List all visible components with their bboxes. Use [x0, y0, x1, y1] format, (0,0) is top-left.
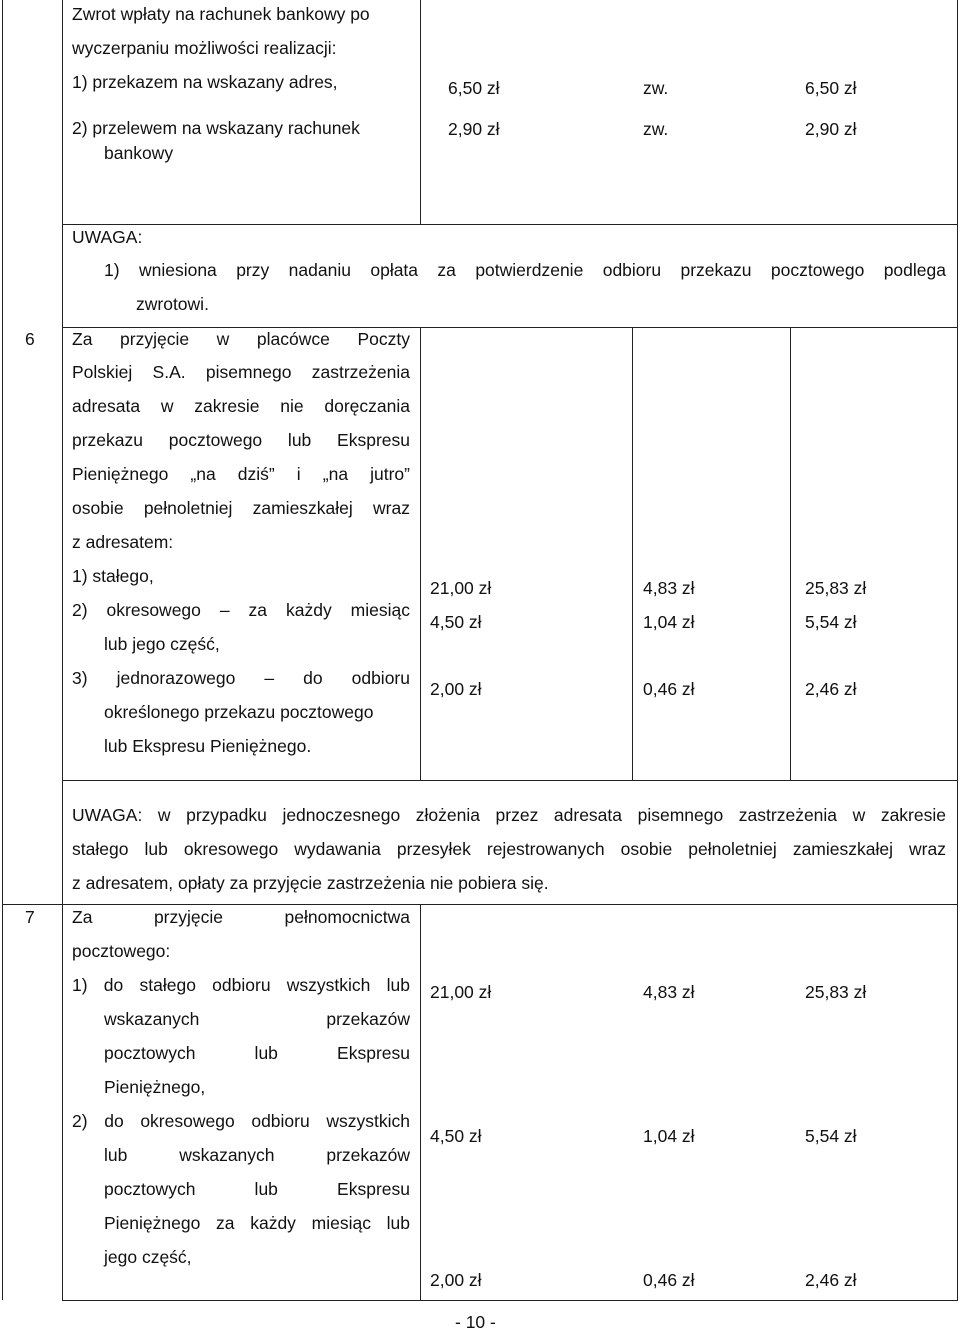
row-description-line: 1) do stałego odbioru wszystkich lub — [72, 975, 410, 995]
row-description-line: Zwrot wpłaty na rachunek bankowy po — [72, 4, 370, 24]
price-net: 4,50 zł — [430, 1126, 482, 1146]
price-net: 21,00 zł — [430, 578, 492, 598]
price-gross: 2,46 zł — [805, 1270, 857, 1290]
grid-line — [632, 328, 633, 780]
note-label: UWAGA: — [72, 227, 143, 247]
row-description-line: pocztowego: — [72, 941, 171, 961]
row-description-line: wskazanych przekazów — [104, 1009, 410, 1029]
grid-line — [420, 905, 421, 1300]
price-vat: zw. — [643, 119, 669, 139]
note-text: zwrotowi. — [136, 294, 209, 314]
row-description-line: 2) przelewem na wskazany rachunek — [72, 118, 360, 138]
grid-line — [62, 327, 958, 328]
row-description-line: 3) jednorazowego – do odbioru — [72, 668, 410, 688]
row-description-line: z adresatem: — [72, 532, 174, 552]
row-description-line: Za przyjęcie w placówce Poczty — [72, 329, 410, 349]
price-vat: 1,04 zł — [643, 1126, 695, 1146]
row-description-line: Pieniężnego za każdy miesiąc lub — [104, 1213, 410, 1233]
price-gross: 2,90 zł — [805, 119, 857, 139]
price-vat: 0,46 zł — [643, 679, 695, 699]
row-description-line: bankowy — [104, 143, 174, 163]
row-description-line: wyczerpaniu możliwości realizacji: — [72, 38, 337, 58]
row-description-line: 1) przekazem na wskazany adres, — [72, 72, 338, 92]
row-description-line: adresata w zakresie nie doręczania — [72, 396, 410, 416]
price-net: 4,50 zł — [430, 612, 482, 632]
row-description-line: Pieniężnego, — [104, 1077, 206, 1097]
price-gross: 6,50 zł — [805, 78, 857, 98]
grid-line — [790, 328, 791, 780]
price-net: 6,50 zł — [448, 78, 500, 98]
price-net: 2,90 zł — [448, 119, 500, 139]
price-net: 21,00 zł — [430, 982, 492, 1002]
row-description-line: lub wskazanych przekazów — [104, 1145, 410, 1165]
price-gross: 5,54 zł — [805, 1126, 857, 1146]
grid-line — [62, 224, 958, 225]
price-vat: 4,83 zł — [643, 982, 695, 1002]
note-text: 1) wniesiona przy nadaniu opłata za potwierdzenie odbioru przekazu pocztowego podlega — [104, 260, 946, 280]
price-gross: 5,54 zł — [805, 612, 857, 632]
grid-line — [62, 1300, 958, 1301]
price-vat: zw. — [643, 78, 669, 98]
price-net: 2,00 zł — [430, 1270, 482, 1290]
note-text: z adresatem, opłaty za przyjęcie zastrzeżenia nie pobiera się. — [72, 873, 549, 893]
row-description-line: Pieniężnego „na dziś” i „na jutro” — [72, 464, 410, 484]
page-number: - 10 - — [455, 1312, 496, 1332]
row-description-line: pocztowych lub Ekspresu — [104, 1043, 410, 1063]
grid-line — [2, 0, 3, 1300]
row-description-line: określonego przekazu pocztowego — [104, 702, 374, 722]
price-vat: 4,83 zł — [643, 578, 695, 598]
grid-line — [420, 0, 421, 225]
price-vat: 0,46 zł — [643, 1270, 695, 1290]
grid-line — [62, 0, 63, 1300]
row-description-line: jego część, — [104, 1247, 192, 1267]
row-description-line: 2) okresowego – za każdy miesiąc — [72, 600, 410, 620]
price-gross: 25,83 zł — [805, 578, 867, 598]
row-number: 7 — [25, 907, 35, 927]
grid-line — [62, 780, 958, 781]
row-description-line: 2) do okresowego odbioru wszystkich — [72, 1111, 410, 1131]
price-vat: 1,04 zł — [643, 612, 695, 632]
note-text: stałego lub okresowego wydawania przesyłek rejestrowanych osobie pełnoletniej zamieszkałej wraz — [72, 839, 946, 859]
grid-line — [2, 904, 958, 905]
row-description-line: przekazu pocztowego lub Ekspresu — [72, 430, 410, 450]
grid-line — [420, 328, 421, 780]
note-text: UWAGA: w przypadku jednoczesnego złożenia przez adresata pisemnego zastrzeżenia w zakresie — [72, 805, 946, 825]
row-description-line: 1) stałego, — [72, 566, 154, 586]
row-description-line: Polskiej S.A. pisemnego zastrzeżenia — [72, 362, 410, 382]
price-net: 2,00 zł — [430, 679, 482, 699]
row-description-line: lub Ekspresu Pieniężnego. — [104, 736, 312, 756]
row-description-line: lub jego część, — [104, 634, 220, 654]
price-gross: 25,83 zł — [805, 982, 867, 1002]
row-description-line: pocztowych lub Ekspresu — [104, 1179, 410, 1199]
row-description-line: Za przyjęcie pełnomocnictwa — [72, 907, 410, 927]
grid-line — [957, 0, 958, 1300]
price-gross: 2,46 zł — [805, 679, 857, 699]
row-description-line: osobie pełnoletniej zamieszkałej wraz — [72, 498, 410, 518]
row-number: 6 — [25, 329, 35, 349]
